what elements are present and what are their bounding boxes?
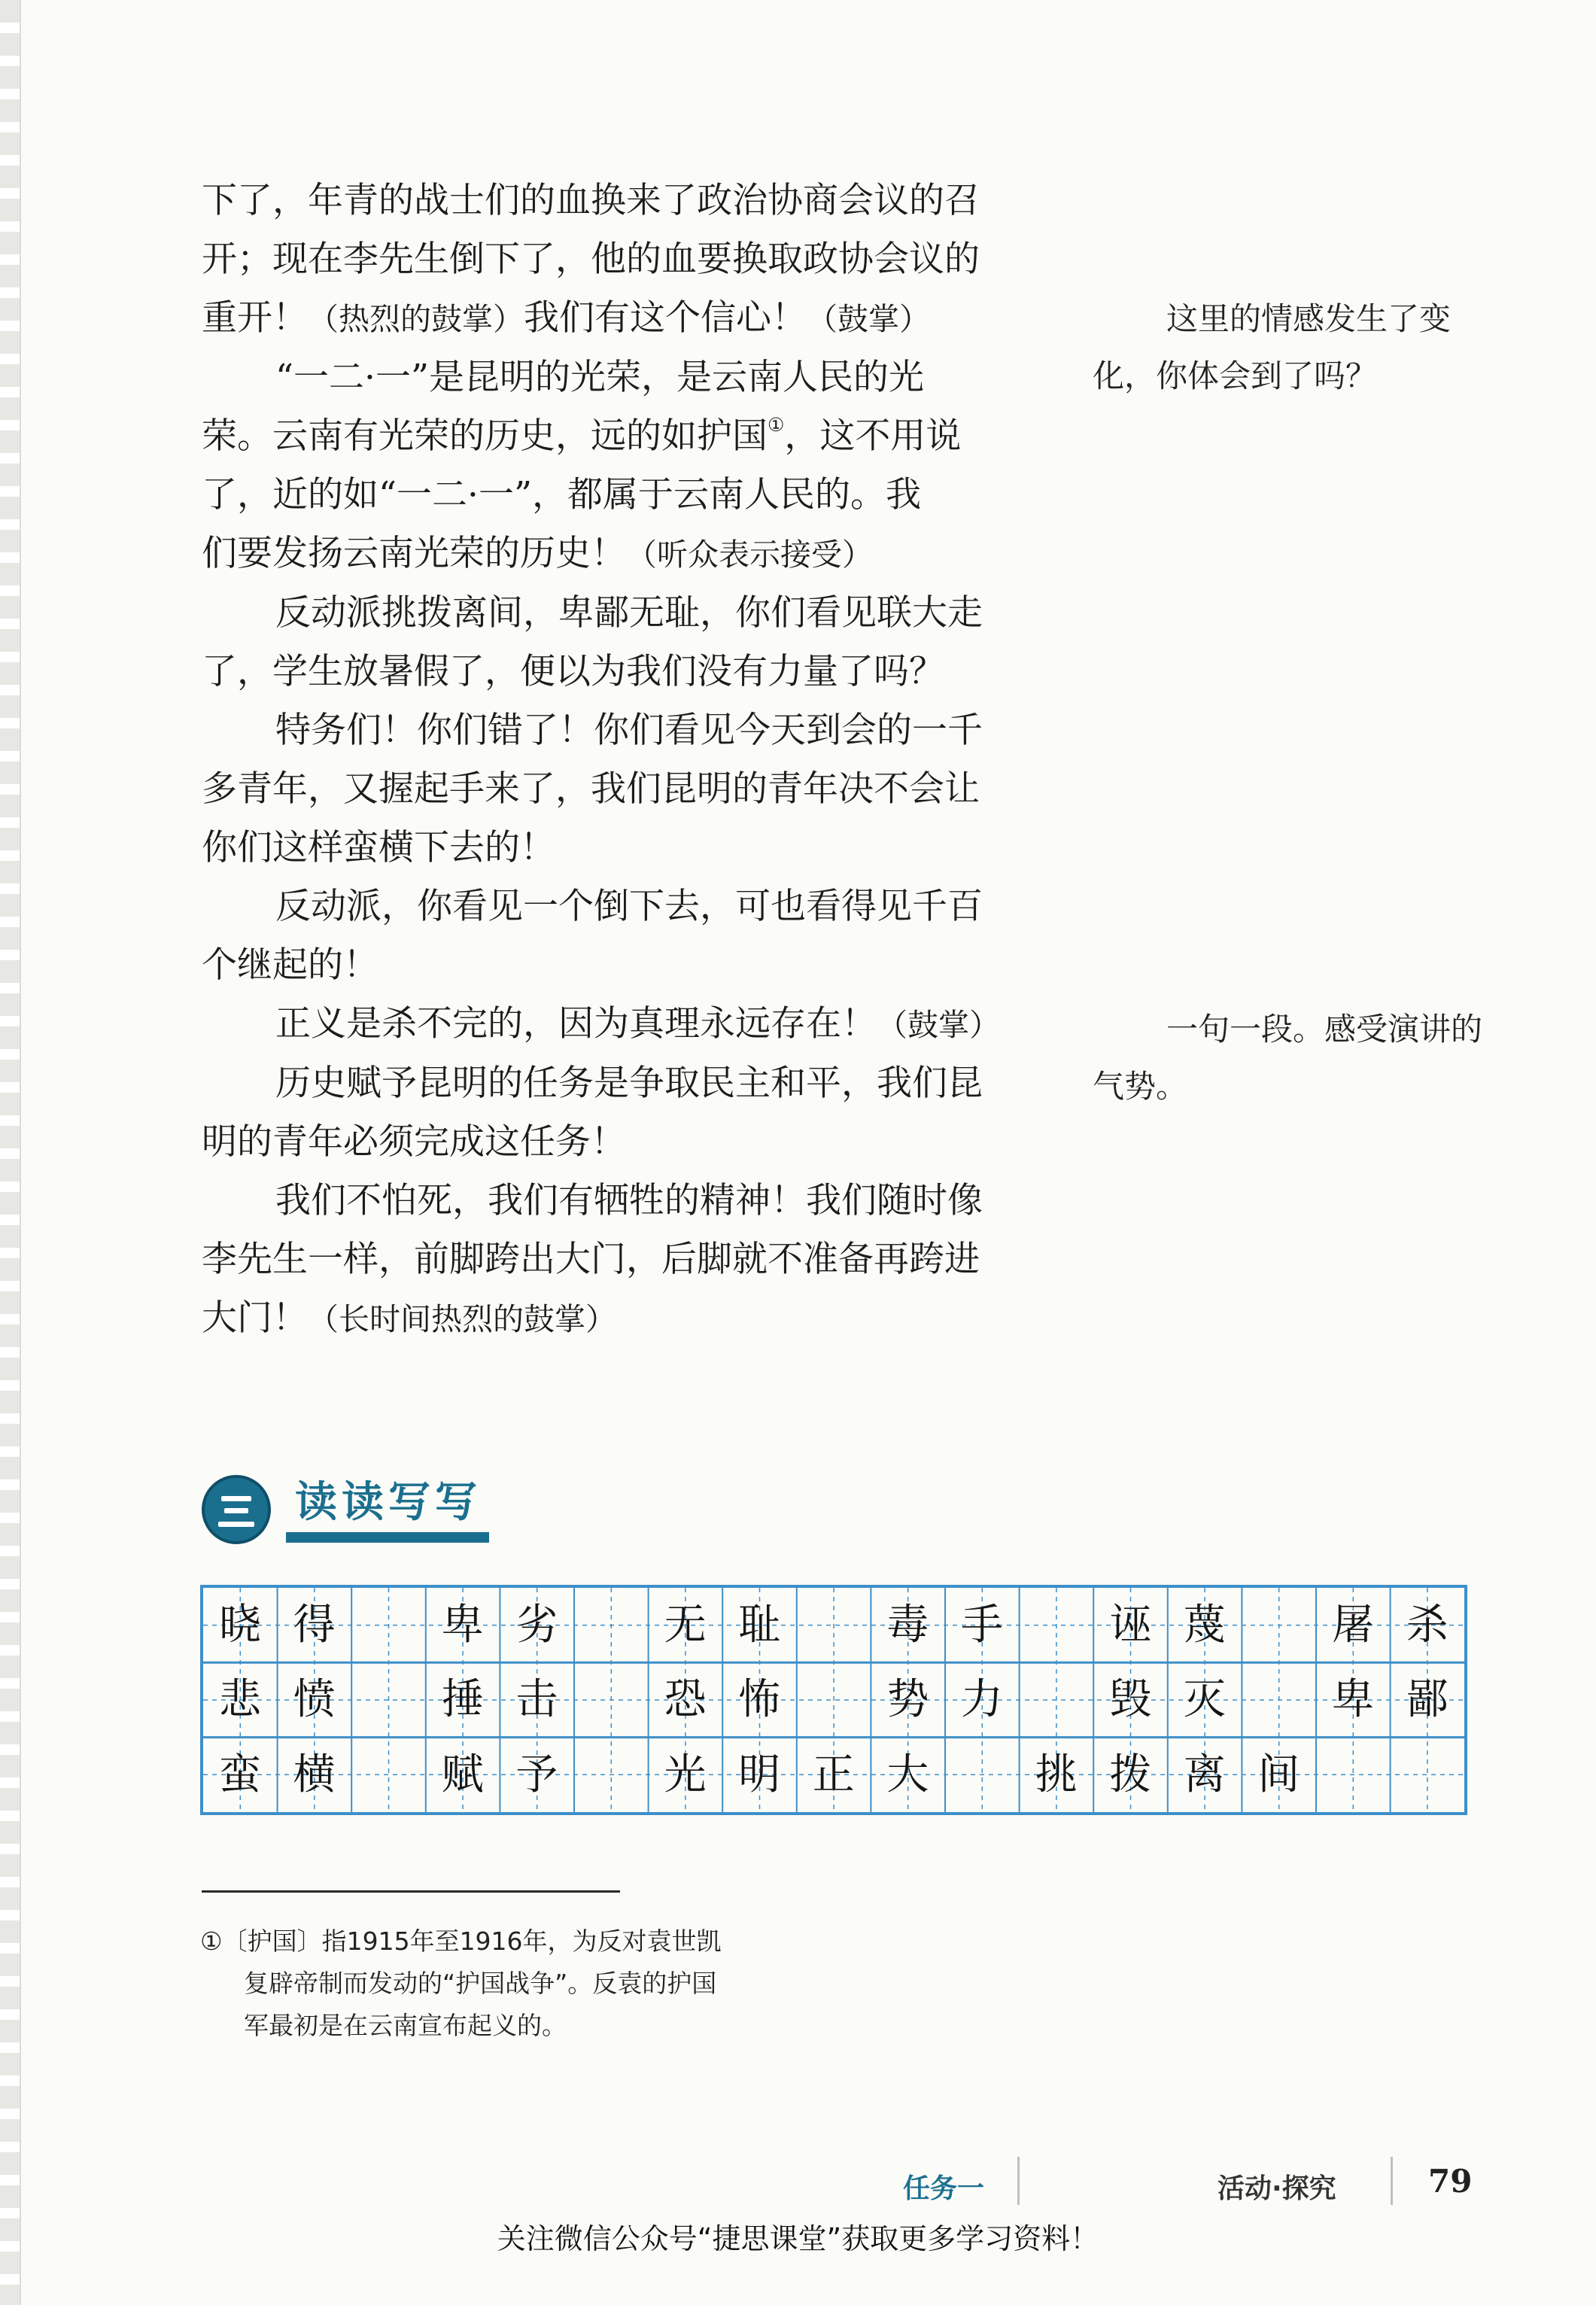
vocab-char: 横	[293, 1750, 336, 1799]
section-header	[202, 1469, 533, 1552]
text-line: 反动派，你看见一个倒下去，可也看得见千百	[275, 886, 983, 927]
vocab-char: 拨	[1109, 1750, 1152, 1799]
vocab-char: 卑	[1332, 1675, 1374, 1725]
text-line: “一二·一”是昆明的光荣，是云南人民的光	[275, 357, 924, 398]
vocab-char: 蔑	[1183, 1601, 1226, 1650]
text-line: 重开！（热烈的鼓掌）我们有这个信心！（鼓掌）	[202, 297, 930, 339]
text-line: 个继起的！	[202, 944, 378, 986]
footnote-marker: ①	[768, 414, 785, 436]
text-line: 特务们！你们错了！你们看见今天到会的一千	[275, 710, 983, 751]
vocab-char: 卑	[441, 1601, 484, 1650]
text-line: 大门！（长时间热烈的鼓掌）	[202, 1297, 616, 1339]
vocab-char: 诬	[1109, 1601, 1152, 1650]
footer-task-label: 任务一	[903, 2173, 985, 2204]
vocab-char: 愤	[293, 1675, 336, 1725]
section-number-three-icon	[202, 1475, 271, 1544]
section-title: 读读写写	[295, 1478, 482, 1527]
vocab-char: 无	[664, 1601, 707, 1650]
vocab-row	[203, 1662, 1464, 1737]
text-line: 我们不怕死，我们有牺牲的精神！我们随时像	[275, 1180, 983, 1221]
vocab-char: 耻	[738, 1601, 781, 1650]
vocab-char: 离	[1183, 1750, 1226, 1799]
footer-divider	[1017, 2157, 1020, 2205]
footnote-divider	[202, 1890, 620, 1893]
vocab-char: 予	[515, 1750, 558, 1799]
text-line: 下了，年青的战士们的血换来了政治协商会议的召	[202, 180, 980, 221]
section-underline	[286, 1532, 489, 1543]
vocab-char: 捶	[441, 1675, 484, 1725]
vocab-char: 力	[960, 1675, 1003, 1725]
text-line: 反动派挑拨离间，卑鄙无耻，你们看见联大走	[275, 592, 983, 634]
vocab-char: 手	[960, 1601, 1003, 1650]
vocab-char: 蛮	[219, 1750, 261, 1799]
vocab-char: 击	[515, 1675, 558, 1725]
vocab-char: 怖	[738, 1675, 781, 1725]
vocab-char: 劣	[515, 1601, 558, 1650]
speech-text	[202, 172, 1026, 1349]
vocab-char: 灭	[1183, 1675, 1226, 1725]
text-line: 李先生一样，前脚跨出大门，后脚就不准备再跨进	[202, 1239, 980, 1280]
vocab-char: 毁	[1109, 1675, 1152, 1725]
vocab-char: 杀	[1406, 1601, 1449, 1650]
vocab-char: 悲	[219, 1675, 261, 1725]
vocab-char: 赋	[441, 1750, 484, 1799]
footnote: ①〔护国〕指1915年至1916年，为反对袁世凯 复辟帝制而发动的“护国战争”。反袁的护国 军最初是在云南宣布起义的。	[200, 1926, 722, 2040]
text-line: 荣。云南有光荣的历史，远的如护国①，这不用说	[202, 414, 962, 457]
vocab-row	[203, 1588, 1464, 1662]
vocab-char: 晓	[219, 1601, 261, 1650]
stage-direction: （鼓掌）	[807, 301, 930, 337]
text-line: 们要发扬云南光荣的历史！（听众表示接受）	[202, 533, 873, 574]
page-number: 79	[1428, 2163, 1473, 2200]
vocab-grid	[200, 1585, 1467, 1815]
margin-note-emotion: 这里的情感发生了变化，你体会到了吗？	[1093, 300, 1452, 394]
vocab-char: 间	[1257, 1750, 1300, 1799]
vocab-char: 得	[293, 1601, 336, 1650]
text-line: 明的青年必须完成这任务！	[202, 1121, 626, 1163]
vocab-char: 大	[886, 1750, 929, 1799]
margin-note-momentum: 一句一段。感受演讲的气势。	[1093, 1011, 1483, 1105]
binding-edge	[0, 0, 21, 2305]
stage-direction: （热烈的鼓掌）	[308, 301, 524, 337]
vocab-char: 毒	[886, 1601, 929, 1650]
vocab-char: 恐	[664, 1675, 707, 1725]
footer-unit-label: 活动·探究	[1218, 2173, 1336, 2204]
watermark-text: 关注微信公众号“捷思课堂”获取更多学习资料！	[497, 2222, 1099, 2255]
text-line: 正义是杀不完的，因为真理永远存在！（鼓掌）	[275, 1003, 1000, 1045]
vocab-char: 势	[886, 1675, 929, 1725]
vocab-char: 挑	[1035, 1750, 1078, 1799]
stage-direction: （听众表示接受）	[626, 537, 873, 573]
text-line: 历史赋予昆明的任务是争取民主和平，我们昆	[275, 1063, 983, 1104]
vocab-char: 光	[664, 1750, 707, 1799]
vocab-char: 鄙	[1406, 1675, 1449, 1725]
text-line: 了，近的如“一二·一”，都属于云南人民的。我	[202, 474, 921, 515]
text-line: 你们这样蛮横下去的！	[202, 827, 555, 868]
vocab-row	[203, 1738, 1464, 1812]
vocab-char: 屠	[1332, 1601, 1374, 1650]
stage-direction: （长时间热烈的鼓掌）	[308, 1301, 616, 1337]
vocab-char: 正	[812, 1750, 855, 1799]
footer-divider	[1391, 2157, 1393, 2205]
text-line: 开；现在李先生倒下了，他的血要换取政协会议的	[202, 239, 980, 280]
text-line: 多青年，又握起手来了，我们昆明的青年决不会让	[202, 768, 980, 810]
vocab-char: 明	[738, 1750, 781, 1799]
text-line: 了，学生放暑假了，便以为我们没有力量了吗？	[202, 651, 944, 692]
stage-direction: （鼓掌）	[877, 1007, 1000, 1043]
